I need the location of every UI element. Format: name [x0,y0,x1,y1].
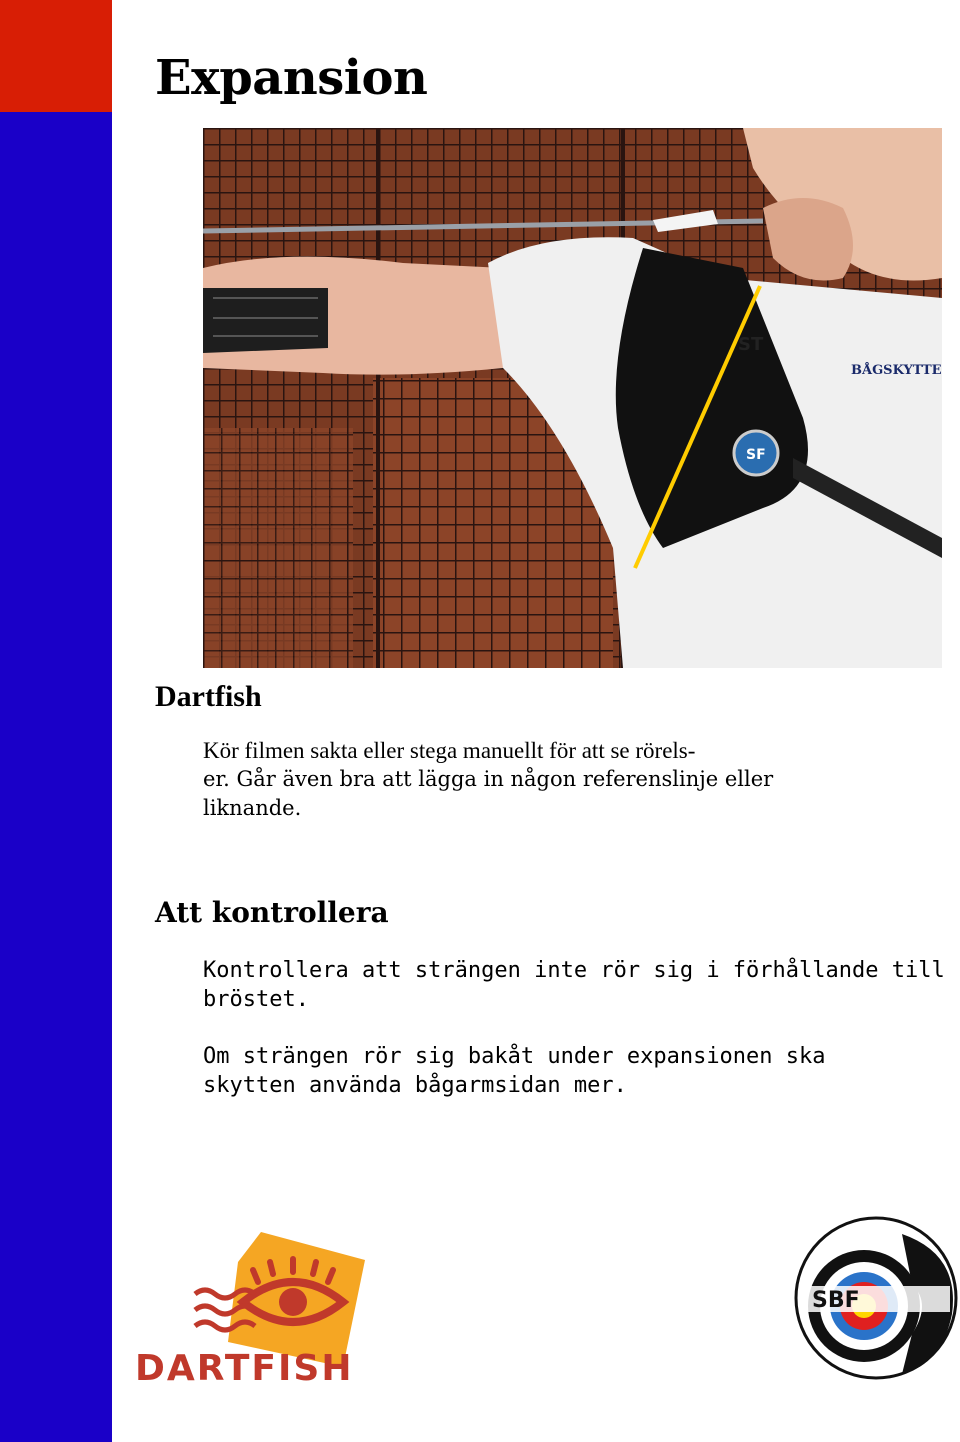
dartfish-logo [133,1232,428,1392]
svg-text:SF: SF [746,447,766,463]
kontrollera-paragraph-2 [203,1042,853,1100]
page-title: Expansion [155,50,428,106]
svg-text:ST: ST [738,334,764,355]
section-heading-kontrollera: Att kontrollera [155,896,389,929]
paragraph-line: Kör filmen sakta eller stega manuellt för att se rörels- [203,738,696,763]
dartfish-paragraph [203,736,843,823]
section-heading-dartfish: Dartfish [155,680,262,713]
sbf-logo [792,1214,960,1382]
paragraph-line: liknande. [203,796,302,820]
sidebar-band [0,0,112,1442]
paragraph-line: skytten använda bågarmsidan mer. [203,1073,627,1098]
paragraph-line: er. Går även bra att lägga in någon referenslinje eller [203,767,774,791]
paragraph-line: Kontrollera att strängen inte rör sig i förhållande till [203,958,945,983]
paragraph-line: bröstet. [203,987,309,1012]
dartfish-wordmark: DARTFISH [135,1348,354,1389]
sidebar-accent-block [0,0,112,112]
paragraph-line: Om strängen rör sig bakåt under expansionen ska [203,1044,826,1069]
kontrollera-paragraph-1 [203,956,945,1014]
sbf-wordmark: SBF [812,1288,860,1313]
svg-text:BÅGSKYTTE: BÅGSKYTTE [851,363,942,378]
archer-photo [203,128,942,668]
